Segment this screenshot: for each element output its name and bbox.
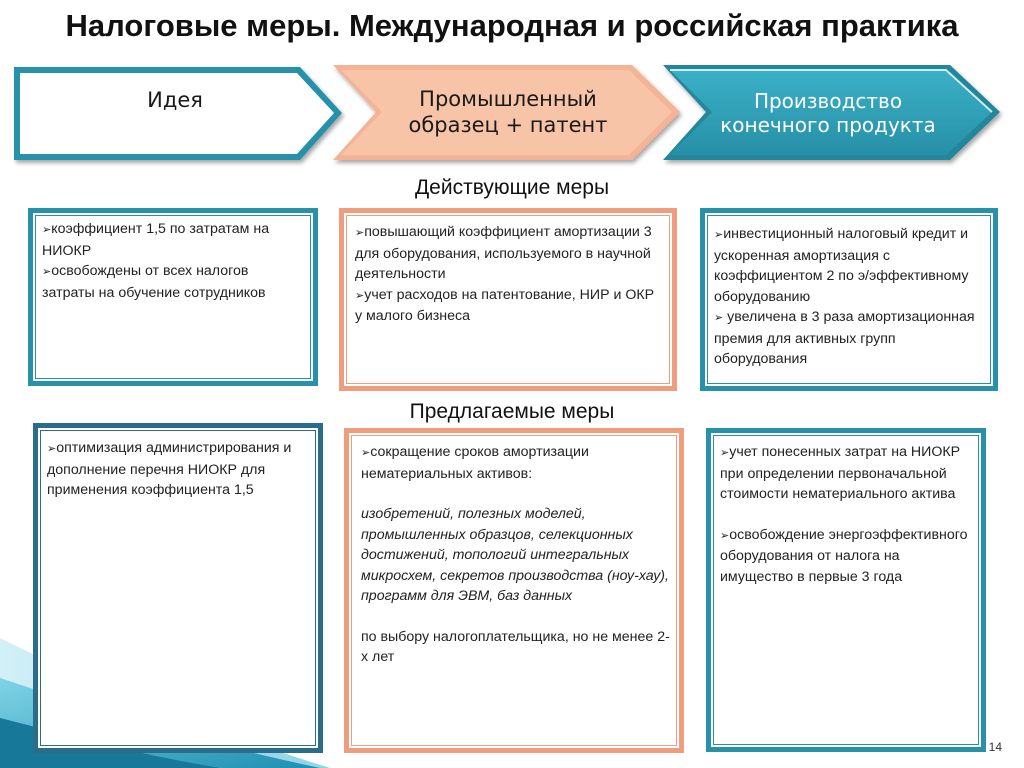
current-measure-box-3 bbox=[700, 208, 998, 391]
current-measure-box-1 bbox=[28, 208, 318, 386]
list-item: ➢ увеличена в 3 раза амортизационная премия для активных групп оборудования bbox=[714, 309, 975, 367]
proposed-measure-box-2 bbox=[344, 428, 684, 753]
bullet-arrow-icon: ➢ bbox=[714, 311, 724, 324]
taxpayer-choice-note: по выбору налогоплательщика, но не менее 2-х лет bbox=[361, 628, 670, 665]
list-item: ➢повышающий коэффициент амортизации 3 для оборудования, используемого в научной деятельности bbox=[355, 224, 652, 282]
bullet-arrow-icon: ➢ bbox=[720, 446, 730, 459]
bullet-arrow-icon: ➢ bbox=[361, 446, 371, 459]
asset-types-text: изобретений, полезных моделей, промышленных образцов, селекционных достижений, топологий интегральных микросхем, секретов производства (ноу-хау), программ для ЭВМ, баз данных bbox=[361, 506, 669, 604]
bullet-arrow-icon: ➢ bbox=[42, 223, 52, 236]
proposed-measure-box-1 bbox=[33, 423, 323, 753]
bullet-arrow-icon: ➢ bbox=[714, 228, 724, 241]
list-item: ➢учет расходов на патентование, НИР и ОКР у малого бизнеса bbox=[355, 286, 655, 324]
current-measures-heading: Действующие меры bbox=[414, 176, 610, 199]
step-patent-label: Промышленный образец + патент bbox=[408, 87, 608, 137]
page-number: 14 bbox=[988, 740, 1002, 754]
list-item: ➢освобождение энергоэффективного оборудования от налога на имущество в первые 3 года bbox=[720, 526, 968, 585]
proposed-measures-heading: Предлагаемые меры bbox=[409, 400, 615, 423]
step-production-label: Производство конечного продукта bbox=[720, 88, 936, 137]
proposed-measure-box-3 bbox=[706, 428, 986, 752]
bullet-arrow-icon: ➢ bbox=[47, 442, 57, 455]
page-title: Налоговые меры. Международная и российская практика bbox=[65, 8, 959, 43]
list-item: ➢оптимизация администрирования и дополнение перечня НИОКР для применения коэффициента 1,5 bbox=[47, 440, 292, 498]
list-item: ➢сокращение сроков амортизации нематериальных активов: bbox=[361, 444, 589, 482]
list-item: ➢коэффициент 1,5 по затратам на НИОКР bbox=[42, 221, 270, 259]
list-item: ➢учет понесенных затрат на НИОКР при определении первоначальной стоимости нематериального актива bbox=[720, 444, 961, 502]
bullet-arrow-icon: ➢ bbox=[355, 288, 365, 302]
current-measure-box-2 bbox=[339, 208, 677, 391]
step-idea-label: Идея bbox=[147, 88, 203, 113]
list-item: ➢освобождены от всех налогов затраты на обучение сотрудников bbox=[42, 263, 266, 301]
bullet-arrow-icon: ➢ bbox=[355, 226, 365, 239]
bullet-arrow-icon: ➢ bbox=[42, 265, 52, 278]
list-item: ➢инвестиционный налоговый кредит и ускоренная амортизация с коэффициентом 2 по э/эффективному оборудованию bbox=[714, 226, 969, 305]
bullet-arrow-icon: ➢ bbox=[720, 528, 730, 542]
